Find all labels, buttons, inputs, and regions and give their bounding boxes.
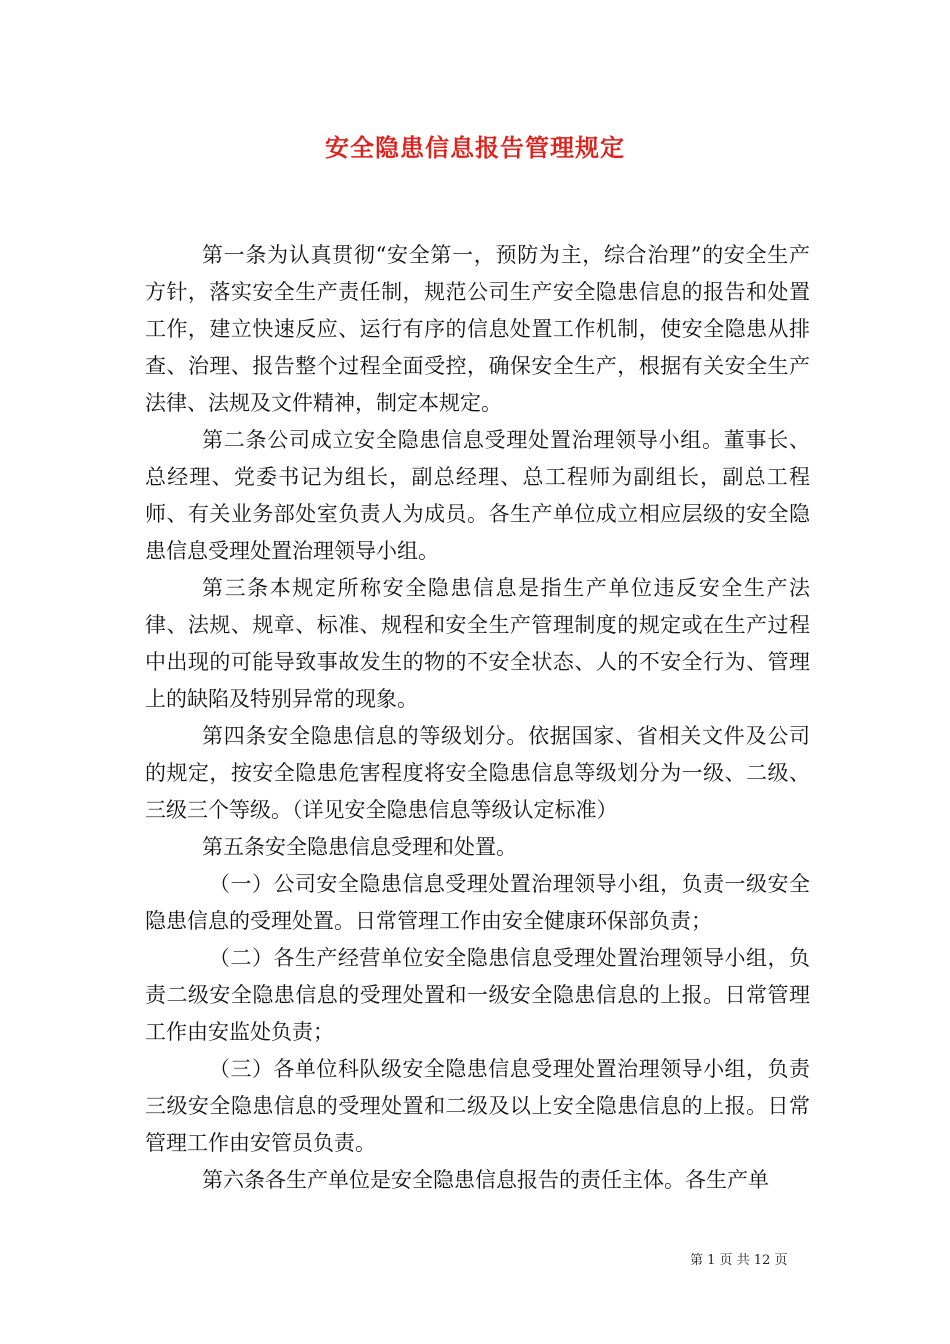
page-number-footer: 第 1 页 共 12 页 [690,1253,788,1268]
article-5-item-2: （二）各生产经营单位安全隐患信息受理处置治理领导小组，负责二级安全隐患信息的受理处置和一级安全隐患信息的上报。日常管理工作由安监处负责； [145,946,810,1044]
article-1-paragraph: 第一条为认真贯彻“安全第一，预防为主，综合治理”的安全生产方针，落实安全生产责任制，规范公司生产安全隐患信息的报告和处置工作，建立快速反应、运行有序的信息处置工作机制，使安全隐患从排查、治理、报告整个过程全面受控，确保安全生产，根据有关安全生产法律、法规及文件精神，制定本规定。 [145,243,810,415]
article-6-paragraph: 第六条各生产单位是安全隐患信息报告的责任主体。各生产单 [202,1168,769,1192]
article-5-paragraph: 第五条安全隐患信息受理和处置。 [202,835,517,859]
article-2-paragraph: 第二条公司成立安全隐患信息受理处置治理领导小组。董事长、总经理、党委书记为组长，副总经理、总工程师为副组长，副总工程师、有关业务部处室负责人为成员。各生产单位成立相应层级的安全隐患信息受理处置治理领导小组。 [145,428,810,563]
document-body [145,237,810,1199]
article-4-paragraph: 第四条安全隐患信息的等级划分。依据国家、省相关文件及公司的规定，按安全隐患危害程度将安全隐患信息等级划分为一级、二级、三级三个等级。（详见安全隐患信息等级认定标准） [145,724,810,822]
article-3-paragraph: 第三条本规定所称安全隐患信息是指生产单位违反安全生产法律、法规、规章、标准、规程和安全生产管理制度的规定或在生产过程中出现的可能导致事故发生的物的不安全状态、人的不安全行为、管理上的缺陷及特别异常的现象。 [145,576,810,711]
document-title: 安全隐患信息报告管理规定 [325,133,625,162]
article-5-item-3: （三）各单位科队级安全隐患信息受理处置治理领导小组，负责三级安全隐患信息的受理处置和二级及以上安全隐患信息的上报。日常管理工作由安管员负责。 [145,1057,810,1155]
article-5-item-1: （一）公司安全隐患信息受理处置治理领导小组，负责一级安全隐患信息的受理处置。日常管理工作由安全健康环保部负责； [145,872,810,933]
